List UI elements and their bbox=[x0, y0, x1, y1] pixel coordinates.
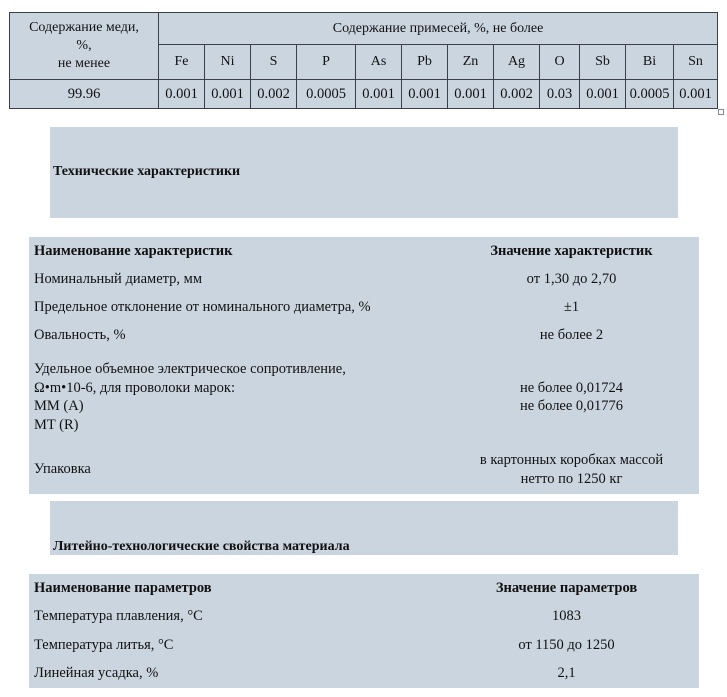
table-resize-handle[interactable] bbox=[718, 109, 724, 115]
element-header-sn: Sn bbox=[674, 45, 718, 80]
row-label: Овальность, % bbox=[34, 326, 126, 343]
row-label: Предельное отклонение от номинального диаметра, % bbox=[34, 298, 371, 315]
tech-section-banner bbox=[50, 127, 678, 218]
table-row bbox=[29, 660, 699, 689]
row-value: от 1150 до 1250 bbox=[518, 636, 615, 653]
element-header-p: P bbox=[297, 45, 356, 80]
element-header-sb: Sb bbox=[580, 45, 626, 80]
cast-section-banner bbox=[50, 501, 678, 555]
impurity-value-ag: 0.002 bbox=[494, 80, 540, 109]
impurity-value-s: 0.002 bbox=[251, 80, 297, 109]
copper-value: 99.96 bbox=[10, 80, 159, 109]
packing-label: Упаковка bbox=[34, 461, 91, 477]
table-row-resistivity bbox=[29, 349, 699, 445]
column-header-name: Наименование характеристик bbox=[34, 242, 233, 259]
resistivity-label: Удельное объемное электрическое сопротивление, Ω•m•10-6, для проволоки марок: MM (A) MT (R) bbox=[34, 361, 346, 433]
casting-properties-table bbox=[29, 574, 699, 688]
element-header-s: S bbox=[251, 45, 297, 80]
impurity-value-sb: 0.001 bbox=[580, 80, 626, 109]
tech-section-title: Технические характеристики bbox=[53, 164, 241, 179]
row-value: не более 2 bbox=[539, 326, 604, 343]
column-header-value: Значение параметров bbox=[495, 579, 638, 596]
impurity-value-p: 0.0005 bbox=[297, 80, 356, 109]
row-value: 2,1 bbox=[557, 665, 576, 682]
impurity-value-bi: 0.0005 bbox=[626, 80, 674, 109]
table-row bbox=[29, 265, 699, 293]
element-header-zn: Zn bbox=[448, 45, 494, 80]
element-header-ni: Ni bbox=[205, 45, 251, 80]
table-header-row bbox=[29, 574, 699, 603]
row-label: Температура плавления, °С bbox=[34, 608, 203, 625]
tech-characteristics-table bbox=[29, 237, 699, 494]
table-header-row bbox=[29, 237, 699, 265]
column-header-value: Значение характеристик bbox=[490, 242, 653, 259]
element-header-bi: Bi bbox=[626, 45, 674, 80]
impurity-value-zn: 0.001 bbox=[448, 80, 494, 109]
impurity-value-o: 0.03 bbox=[540, 80, 580, 109]
table-row bbox=[29, 631, 699, 660]
element-header-pb: Pb bbox=[402, 45, 448, 80]
element-header-as: As bbox=[356, 45, 402, 80]
impurity-value-pb: 0.001 bbox=[402, 80, 448, 109]
element-header-fe: Fe bbox=[159, 45, 205, 80]
row-value: от 1,30 до 2,70 bbox=[526, 270, 617, 287]
row-label: Температура литья, °С bbox=[34, 636, 174, 653]
impurity-value-sn: 0.001 bbox=[674, 80, 718, 109]
cast-section-title: Литейно-технологические свойства материала bbox=[53, 539, 350, 554]
table-row-packing bbox=[29, 445, 699, 494]
copper-content-header: Содержание меди, %, не менее bbox=[10, 13, 159, 80]
column-header-name: Наименование параметров bbox=[34, 579, 212, 596]
packing-value: в картонных коробках массой нетто по 1250 кг bbox=[479, 452, 664, 487]
impurity-value-as: 0.001 bbox=[356, 80, 402, 109]
element-header-ag: Ag bbox=[494, 45, 540, 80]
row-label: Номинальный диаметр, мм bbox=[34, 270, 202, 287]
row-value: 1083 bbox=[552, 608, 581, 625]
table-row bbox=[29, 603, 699, 632]
impurity-value-fe: 0.001 bbox=[159, 80, 205, 109]
element-header-o: O bbox=[540, 45, 580, 80]
row-label: Линейная усадка, % bbox=[34, 665, 159, 682]
resistivity-value: не более 0,01724 не более 0,01776 bbox=[519, 379, 624, 414]
composition-table bbox=[9, 12, 718, 109]
table-row bbox=[29, 321, 699, 349]
table-row bbox=[29, 293, 699, 321]
row-value: ±1 bbox=[563, 298, 580, 315]
impurities-header: Содержание примесей, %, не более bbox=[159, 13, 718, 45]
impurity-value-ni: 0.001 bbox=[205, 80, 251, 109]
